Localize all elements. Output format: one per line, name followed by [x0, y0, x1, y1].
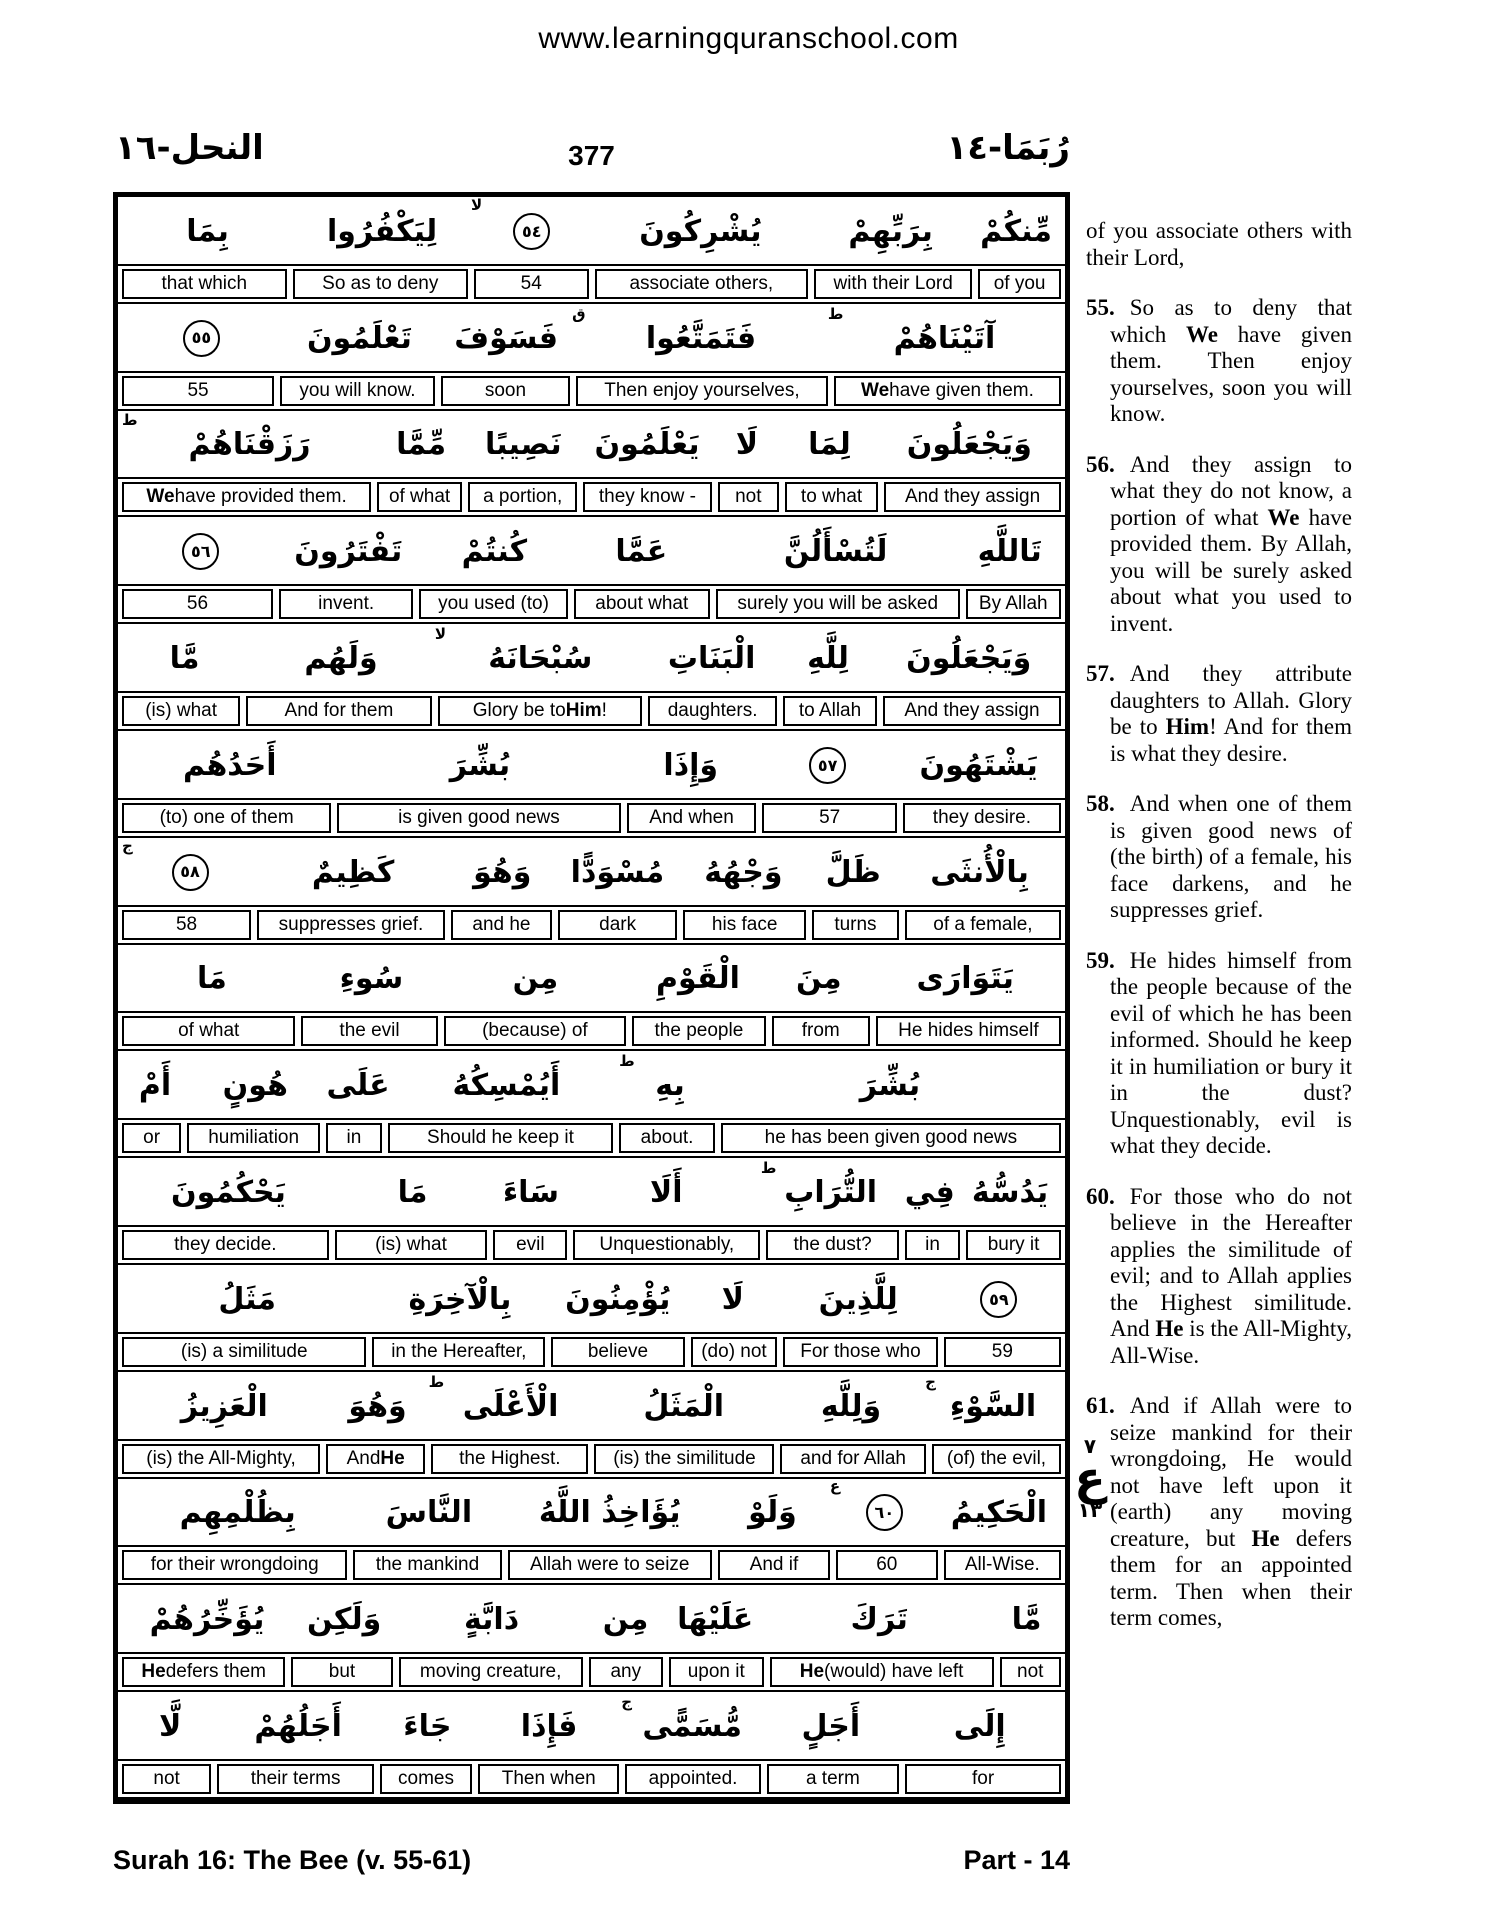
- arabic-word: بِالْآخِرَةِ: [408, 1281, 512, 1317]
- english-word-cell: He hides himself: [876, 1016, 1061, 1046]
- arabic-word: كُنتُمْ: [461, 534, 528, 570]
- pause-mark: ط: [619, 1052, 635, 1071]
- translation-column: [1086, 218, 1352, 1656]
- footer-part-label: Part - 14: [963, 1845, 1070, 1875]
- verse-number: 55.: [1086, 295, 1115, 320]
- table-row-pair: [118, 1692, 1065, 1799]
- pause-mark: ط: [428, 1372, 445, 1391]
- ayah-word: [829, 1477, 935, 1531]
- arabic-word: وَلَوْ: [748, 1495, 797, 1531]
- english-word-cell: 56: [122, 589, 273, 619]
- arabic-word: بُشِّرَ: [449, 747, 511, 783]
- arabic-row: [118, 1479, 1065, 1546]
- english-word-cell: not: [1000, 1657, 1061, 1687]
- english-word-cell: comes: [380, 1764, 472, 1794]
- ayah-word: [122, 836, 254, 891]
- english-word-cell: they desire.: [903, 803, 1061, 833]
- arabic-word: أَجَلٍ: [801, 1709, 861, 1745]
- arabic-word: وَيَجْعَلُونَ: [906, 641, 1032, 677]
- verse-number: 59.: [1086, 947, 1115, 973]
- arabic-word: بِهِ ط: [619, 1052, 685, 1104]
- arabic-word: هُونٍ: [222, 1068, 288, 1104]
- english-word-cell: 58: [122, 910, 251, 940]
- english-word-cell: bury it: [966, 1230, 1061, 1260]
- english-row: [118, 1118, 1065, 1158]
- english-word-cell: moving creature,: [399, 1657, 583, 1687]
- english-word-cell: about what: [574, 589, 710, 619]
- table-row-pair: [118, 517, 1065, 624]
- ayah-number-circle: ٥٥: [183, 320, 220, 357]
- arabic-word: يُؤَخِّرُهُمْ: [149, 1602, 265, 1638]
- arabic-word: ظَلَّ: [825, 854, 881, 890]
- arabic-word: وَجْهُهُ: [704, 854, 783, 890]
- english-word-cell: evil: [493, 1230, 567, 1260]
- arabic-row: [118, 1158, 1065, 1225]
- english-word-cell: surely you will be asked: [716, 589, 960, 619]
- verse-paragraph: 61. And if Allah were to seize mankind for their wrongdoing, He would not have left upon it (earth) any moving creature, but He defers them for an appointed term. Then when their term comes,: [1086, 1393, 1352, 1630]
- arabic-row: [118, 1372, 1065, 1439]
- english-row: [118, 1759, 1065, 1799]
- arabic-word: يَتَوَارَى: [916, 961, 1014, 997]
- page-header: [113, 126, 1070, 184]
- arabic-word: يُؤَاخِذُ اللَّهُ: [538, 1495, 681, 1531]
- english-word-cell: the Highest.: [431, 1444, 588, 1474]
- english-word-cell: about.: [619, 1123, 715, 1153]
- arabic-word: تَاللَّهِ: [977, 534, 1042, 570]
- english-word-cell: in: [905, 1230, 960, 1260]
- arabic-row: [118, 304, 1065, 371]
- english-word-cell: And if: [718, 1550, 830, 1580]
- english-row: [118, 1011, 1065, 1051]
- english-word-cell: is given good news: [337, 803, 620, 833]
- english-word-cell: to Allah: [783, 696, 877, 726]
- english-word-cell: All-Wise.: [944, 1550, 1061, 1580]
- arabic-word: الْبَنَاتِ: [667, 641, 756, 677]
- table-row-pair: [118, 197, 1065, 304]
- english-word-cell: in the Hereafter,: [372, 1337, 545, 1367]
- arabic-word: فَإِذَا: [520, 1709, 578, 1745]
- english-word-cell: We have provided them.: [122, 482, 371, 512]
- arabic-word: الْعَزِيزُ: [180, 1388, 268, 1424]
- ayah-word: [470, 195, 589, 250]
- arabic-row: [118, 945, 1065, 1012]
- ruku-number-bottom: ١٣: [1077, 1498, 1103, 1522]
- english-word-cell: turns: [812, 910, 899, 940]
- pause-mark: ج: [621, 1693, 632, 1712]
- english-word-cell: And they assign: [884, 482, 1061, 512]
- english-word-cell: 54: [474, 269, 589, 299]
- ruku-number-top: ٧: [1083, 1434, 1097, 1458]
- table-row-pair: [118, 1479, 1065, 1586]
- site-url: www.learningquranschool.com: [538, 22, 959, 55]
- english-word-cell: suppresses grief.: [257, 910, 445, 940]
- arabic-word: أَيُمْسِكُهُ: [452, 1068, 561, 1104]
- english-word-cell: for: [905, 1764, 1061, 1794]
- arabic-word: مِّنكُمْ: [980, 213, 1052, 249]
- arabic-word: وَلَكِن: [306, 1602, 382, 1638]
- arabic-word: دَابَّةٍ: [463, 1602, 520, 1638]
- english-word-cell: he has been given good news: [721, 1123, 1061, 1153]
- arabic-word: مِّمَّا: [396, 427, 447, 463]
- arabic-word: الْمَثَلُ: [643, 1388, 725, 1424]
- ayah-word: [941, 1281, 1057, 1318]
- arabic-word: مُسْوَدًّا: [570, 854, 665, 890]
- arabic-word: يُشْرِكُونَ: [639, 213, 762, 249]
- english-word-cell: a portion,: [468, 482, 577, 512]
- arabic-word: سُوءِ: [339, 961, 404, 997]
- arabic-word: يُؤْمِنُونَ: [565, 1281, 671, 1317]
- english-word-cell: with their Lord: [814, 269, 972, 299]
- english-word-cell: (because) of: [444, 1016, 627, 1046]
- pause-mark: ط: [760, 1159, 777, 1178]
- word-table: [113, 192, 1070, 1804]
- english-word-cell: Then enjoy yourselves,: [576, 376, 828, 406]
- english-word-cell: (is) the similitude: [594, 1444, 774, 1474]
- arabic-row: [118, 197, 1065, 264]
- verse-paragraph: 56. And they assign to what they do not know, a portion of what We have provided them. By Allah, you will be surely asked about what you used to invent.: [1086, 451, 1352, 636]
- arabic-word: فَتَمَتَّعُوا ق: [572, 304, 757, 356]
- english-word-cell: his face: [683, 910, 806, 940]
- arabic-row: [118, 1051, 1065, 1118]
- english-row: [118, 584, 1065, 624]
- arabic-word: كَظِيمٌ: [311, 854, 395, 890]
- pause-mark: ج: [122, 836, 133, 855]
- arabic-word: مِن: [512, 961, 559, 997]
- english-word-cell: of what: [122, 1016, 295, 1046]
- english-word-cell: for their wrongdoing: [122, 1550, 347, 1580]
- english-word-cell: invent.: [279, 589, 414, 619]
- arabic-row: [118, 1265, 1065, 1332]
- pause-mark: ع: [829, 1477, 841, 1496]
- arabic-word: لَا: [721, 1281, 744, 1317]
- table-row-pair: [118, 1585, 1065, 1692]
- arabic-word: عَمَّا: [615, 534, 668, 570]
- arabic-row: [118, 1692, 1065, 1759]
- table-row-pair: [118, 1265, 1065, 1372]
- pause-mark: ط: [122, 411, 138, 430]
- english-row: [118, 1652, 1065, 1692]
- ayah-number-circle: ٥٩: [980, 1281, 1017, 1318]
- english-word-cell: We have given them.: [834, 376, 1061, 406]
- english-word-cell: He (would) have left: [770, 1657, 994, 1687]
- english-word-cell: (of) the evil,: [932, 1444, 1061, 1474]
- arabic-word: أَجَلُهُمْ: [254, 1709, 342, 1745]
- arabic-word: لَا: [735, 427, 759, 463]
- english-row: [118, 1332, 1065, 1372]
- verse-paragraph: of you associate others with their Lord,: [1086, 218, 1352, 270]
- english-word-cell: And when: [627, 803, 757, 833]
- arabic-row: [118, 731, 1065, 798]
- juz-name-arabic: رُبَمَا-١٤: [946, 128, 1070, 168]
- arabic-word: مَّا: [169, 641, 200, 677]
- arabic-word: سُبْحَانَهُ لا: [434, 625, 593, 677]
- arabic-word: بِمَا: [186, 213, 229, 249]
- arabic-row: [118, 624, 1065, 691]
- english-word-cell: in: [326, 1123, 382, 1153]
- arabic-word: لِلَّذِينَ: [818, 1281, 898, 1317]
- arabic-word: مَّا: [1011, 1602, 1042, 1638]
- english-word-cell: 57: [762, 803, 896, 833]
- arabic-word: لَتُسْأَلُنَّ: [783, 534, 888, 570]
- english-word-cell: any: [589, 1657, 663, 1687]
- arabic-word: مَا: [397, 1175, 428, 1211]
- english-word-cell: they decide.: [122, 1230, 329, 1260]
- english-word-cell: of a female,: [905, 910, 1061, 940]
- english-word-cell: the dust?: [766, 1230, 899, 1260]
- arabic-word: بِرَبِّهِمْ: [848, 213, 933, 249]
- english-word-cell: but: [291, 1657, 392, 1687]
- arabic-word: لِيَكْفُرُوا: [326, 213, 438, 249]
- arabic-word: التُّرَابِ ط: [760, 1159, 878, 1211]
- english-row: [118, 905, 1065, 945]
- arabic-word: الْحَكِيمُ: [950, 1495, 1048, 1531]
- ayah-number-circle: ٥٦: [182, 533, 219, 570]
- ayah-word: [126, 320, 277, 357]
- arabic-word: مِنَ: [795, 961, 842, 997]
- arabic-word: فِي: [904, 1175, 955, 1211]
- ruku-ain-symbol: ع: [1074, 1451, 1106, 1505]
- english-word-cell: (is) what: [335, 1230, 488, 1260]
- verse-paragraph: 59. He hides himself from the people because of the evil of which he has been informed. Should he keep it in humiliation or bury it in the dust? Unquestionably, evil is what they decide.: [1086, 947, 1352, 1158]
- arabic-word: وَلِلَّهِ: [820, 1388, 882, 1424]
- table-row-pair: [118, 838, 1065, 945]
- verse-number: 58.: [1086, 791, 1115, 816]
- english-word-cell: And for them: [246, 696, 431, 726]
- arabic-word: وَإِذَا: [663, 747, 719, 783]
- ayah-word: [761, 747, 894, 784]
- arabic-word: أَحَدُهُم: [182, 747, 277, 783]
- english-word-cell: (is) a similitude: [122, 1337, 366, 1367]
- pause-mark: لا: [470, 195, 483, 214]
- arabic-word: سَاءَ: [502, 1175, 559, 1211]
- arabic-word: عَلَيْهَا: [677, 1602, 754, 1638]
- english-word-cell: He defers them: [122, 1657, 285, 1687]
- verse-paragraph: 58. And when one of them is given good news of (the birth) of a female, his face darkens, and he suppresses grief.: [1086, 791, 1352, 922]
- arabic-word: مَا: [197, 961, 227, 997]
- arabic-word: الْقَوْمِ: [656, 961, 740, 997]
- english-row: [118, 1439, 1065, 1479]
- english-word-cell: from: [772, 1016, 870, 1046]
- arabic-row: [118, 1585, 1065, 1652]
- english-word-cell: (do) not: [691, 1337, 777, 1367]
- arabic-word: تَفْتَرُونَ: [294, 534, 403, 570]
- verse-paragraph: 57. And they attribute daughters to Allah. Glory be to Him! And for them is what they desire.: [1086, 661, 1352, 766]
- verse-paragraph: 55. So as to deny that which We have given them. Then enjoy yourselves, soon you will know.: [1086, 295, 1352, 426]
- arabic-word: السَّوْءِ ج: [925, 1372, 1037, 1424]
- arabic-row: [118, 411, 1065, 478]
- ayah-number-circle: ٦٠: [866, 1494, 903, 1531]
- arabic-word: مَثَلُ: [218, 1281, 276, 1317]
- arabic-word: مِن: [602, 1602, 649, 1638]
- table-row-pair: [118, 731, 1065, 838]
- arabic-word: لِلَّهِ: [807, 641, 849, 677]
- english-row: [118, 477, 1065, 517]
- arabic-word: وَهُوَ: [473, 854, 532, 890]
- table-row-pair: [118, 1158, 1065, 1265]
- ayah-number-circle: ٥٨: [172, 854, 209, 891]
- arabic-row: [118, 517, 1065, 584]
- english-row: [118, 371, 1065, 411]
- arabic-word: النَّاسَ: [385, 1495, 473, 1531]
- surah-name-arabic: النحل-١٦: [115, 128, 264, 168]
- english-word-cell: dark: [558, 910, 677, 940]
- verse-number: 56.: [1086, 451, 1115, 477]
- english-word-cell: the evil: [301, 1016, 437, 1046]
- pause-mark: ج: [925, 1372, 936, 1391]
- english-word-cell: And they assign: [883, 696, 1061, 726]
- arabic-word: بُشِّرَ: [859, 1068, 921, 1104]
- english-word-cell: (is) what: [122, 696, 240, 726]
- arabic-word: وَيَجْعَلُونَ: [906, 427, 1032, 463]
- arabic-word: يَشْتَهُونَ: [919, 747, 1038, 783]
- english-word-cell: (is) the All-Mighty,: [122, 1444, 320, 1474]
- english-word-cell: So as to deny: [293, 269, 468, 299]
- english-word-cell: you used (to): [419, 589, 567, 619]
- english-row: [118, 1545, 1065, 1585]
- arabic-word: لِمَا: [808, 427, 851, 463]
- english-row: [118, 1225, 1065, 1265]
- verse-paragraph: 60. For those who do not believe in the Hereafter applies the similitude of evil; and to Allah applies the Highest similitude. And He is the All-Mighty, All-Wise.: [1086, 1183, 1352, 1368]
- english-word-cell: and for Allah: [780, 1444, 925, 1474]
- english-row: [118, 264, 1065, 304]
- arabic-word: نَصِيبًا: [485, 427, 562, 463]
- verse-number: 60.: [1086, 1183, 1115, 1209]
- table-row-pair: [118, 304, 1065, 411]
- ayah-number-circle: ٥٧: [809, 747, 846, 784]
- ayah-number-circle: ٥٤: [513, 213, 550, 250]
- english-word-cell: you will know.: [280, 376, 435, 406]
- english-word-cell: 59: [944, 1337, 1061, 1367]
- arabic-word: لَّا: [159, 1709, 182, 1745]
- english-word-cell: daughters.: [648, 696, 777, 726]
- page-number: 377: [568, 140, 615, 171]
- english-word-cell: For those who: [783, 1337, 938, 1367]
- english-word-cell: or: [122, 1123, 181, 1153]
- arabic-word: يَحْكُمُونَ: [171, 1175, 286, 1211]
- arabic-word: الْأَعْلَى ط: [428, 1372, 559, 1424]
- english-word-cell: they know -: [583, 482, 711, 512]
- arabic-word: أَمْ: [138, 1068, 172, 1104]
- english-word-cell: not: [718, 482, 779, 512]
- english-word-cell: to what: [785, 482, 878, 512]
- english-word-cell: Allah were to seize: [508, 1550, 712, 1580]
- english-word-cell: appointed.: [625, 1764, 760, 1794]
- arabic-word: جَاءَ: [403, 1709, 452, 1745]
- table-row-pair: [118, 624, 1065, 731]
- english-word-cell: their terms: [217, 1764, 374, 1794]
- table-row-pair: [118, 1372, 1065, 1479]
- arabic-word: رَزَقْنَاهُمْ ط: [122, 411, 311, 463]
- english-word-cell: a term: [767, 1764, 899, 1794]
- english-word-cell: Should he keep it: [388, 1123, 614, 1153]
- english-word-cell: and he: [451, 910, 552, 940]
- arabic-word: بِالْأُنثَى: [930, 854, 1029, 890]
- arabic-word: بِظُلْمِهِم: [179, 1495, 296, 1531]
- english-word-cell: the people: [632, 1016, 766, 1046]
- arabic-word: فَسَوْفَ: [454, 320, 559, 356]
- arabic-word: عَلَى: [326, 1068, 390, 1104]
- english-word-cell: the mankind: [353, 1550, 501, 1580]
- english-word-cell: And He: [326, 1444, 425, 1474]
- arabic-word: آتَيْنَاهُمْ ط: [827, 304, 996, 356]
- english-word-cell: Unquestionably,: [573, 1230, 760, 1260]
- ayah-word: [126, 533, 276, 570]
- arabic-word: إِلَى: [953, 1709, 1006, 1745]
- arabic-word: وَلَهُم: [304, 641, 378, 677]
- table-row-pair: [118, 411, 1065, 518]
- english-word-cell: Glory be to Him !: [438, 696, 642, 726]
- english-word-cell: of what: [377, 482, 462, 512]
- english-word-cell: believe: [551, 1337, 685, 1367]
- arabic-word: تَرَكَ: [850, 1602, 908, 1638]
- english-word-cell: 60: [836, 1550, 938, 1580]
- pause-mark: ق: [572, 304, 586, 323]
- pause-mark: لا: [434, 625, 447, 644]
- arabic-word: مُّسَمًّى ج: [621, 1693, 742, 1745]
- arabic-row: [118, 838, 1065, 905]
- arabic-word: يَدُسُّهُ: [971, 1175, 1049, 1211]
- page-footer: [113, 1845, 1070, 1876]
- english-word-cell: soon: [441, 376, 570, 406]
- english-word-cell: associate others,: [595, 269, 809, 299]
- english-row: [118, 798, 1065, 838]
- english-word-cell: that which: [122, 269, 287, 299]
- english-word-cell: not: [122, 1764, 211, 1794]
- english-word-cell: By Allah: [966, 589, 1062, 619]
- table-row-pair: [118, 1051, 1065, 1158]
- english-row: [118, 691, 1065, 731]
- pause-mark: ط: [827, 304, 844, 323]
- arabic-word: تَعْلَمُونَ: [306, 320, 412, 356]
- arabic-word: يَعْلَمُونَ: [594, 427, 700, 463]
- english-word-cell: 55: [122, 376, 274, 406]
- english-word-cell: humiliation: [187, 1123, 320, 1153]
- english-word-cell: of you: [978, 269, 1061, 299]
- footer-surah-title: Surah 16: The Bee (v. 55-61): [113, 1845, 472, 1875]
- verse-number: 57.: [1086, 661, 1115, 686]
- table-row-pair: [118, 945, 1065, 1052]
- english-word-cell: upon it: [669, 1657, 764, 1687]
- arabic-word: أَلَا: [649, 1175, 683, 1211]
- verse-number: 61.: [1086, 1393, 1115, 1418]
- arabic-word: وَهُوَ: [348, 1388, 407, 1424]
- english-word-cell: Then when: [478, 1764, 619, 1794]
- english-word-cell: (to) one of them: [122, 803, 331, 833]
